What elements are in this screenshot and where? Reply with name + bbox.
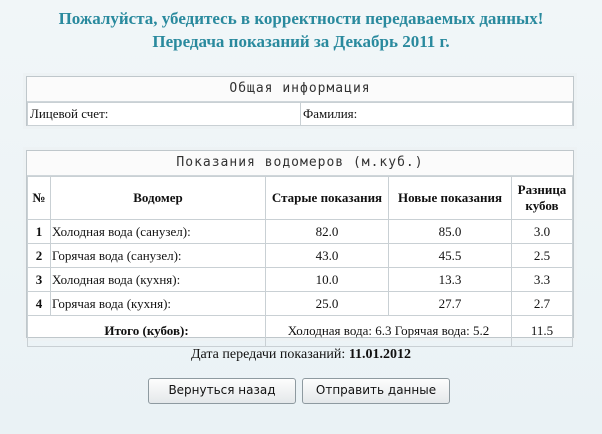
total-value: 11.5 [512, 316, 573, 347]
general-info-title: Общая информация [27, 77, 573, 102]
submission-date-label: Дата передачи показаний: [190, 347, 346, 362]
send-data-button[interactable]: Отправить данные [302, 378, 450, 404]
row-number: 3 [28, 268, 51, 292]
old-reading: 10.0 [266, 268, 389, 292]
diff-value: 3.0 [512, 220, 573, 244]
back-button[interactable]: Вернуться назад [148, 378, 296, 404]
col-number: № [28, 177, 51, 220]
meter-readings-title: Показания водомеров (м.куб.) [27, 151, 573, 176]
new-reading: 45.5 [389, 244, 512, 268]
new-reading: 13.3 [389, 268, 512, 292]
totals-row [28, 316, 573, 347]
meter-name: Горячая вода (кухня): [51, 292, 266, 316]
account-label: Лицевой счет: [28, 103, 301, 126]
total-label: Итого (кубов): [28, 316, 266, 347]
table-row [28, 244, 573, 268]
row-number: 1 [28, 220, 51, 244]
table-header-row [28, 177, 573, 220]
table-row [28, 268, 573, 292]
general-info-table [27, 102, 573, 126]
surname-label: Фамилия: [301, 103, 573, 126]
col-meter: Водомер [51, 177, 266, 220]
new-reading: 27.7 [389, 292, 512, 316]
total-detail: Холодная вода: 6.3 Горячая вода: 5.2 [266, 316, 512, 347]
old-reading: 82.0 [266, 220, 389, 244]
meter-name: Холодная вода (кухня): [51, 268, 266, 292]
row-number: 2 [28, 244, 51, 268]
col-diff: Разница кубов [512, 177, 573, 220]
meter-name: Горячая вода (санузел): [51, 244, 266, 268]
general-info-panel [26, 76, 574, 126]
page-heading-period: Передача показаний за Декабрь 2011 г. [152, 32, 450, 51]
meter-name: Холодная вода (санузел): [51, 220, 266, 244]
new-reading: 85.0 [389, 220, 512, 244]
meter-readings-panel [26, 150, 574, 338]
col-new: Новые показания [389, 177, 512, 220]
diff-value: 2.5 [512, 244, 573, 268]
submission-date [0, 347, 602, 363]
diff-value: 3.3 [512, 268, 573, 292]
submission-date-value: 11.01.2012 [348, 347, 412, 362]
col-old: Старые показания [266, 177, 389, 220]
diff-value: 2.7 [512, 292, 573, 316]
old-reading: 25.0 [266, 292, 389, 316]
table-row [28, 292, 573, 316]
meter-readings-table [27, 176, 573, 347]
old-reading: 43.0 [266, 244, 389, 268]
row-number: 4 [28, 292, 51, 316]
table-row [28, 220, 573, 244]
page-heading-warning: Пожалуйста, убедитесь в корректности передаваемых данных! [58, 9, 544, 28]
